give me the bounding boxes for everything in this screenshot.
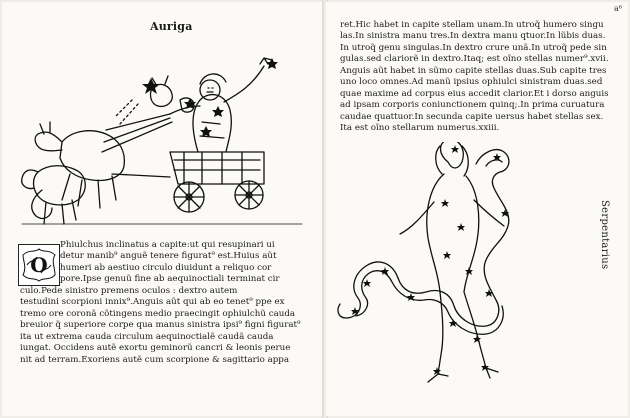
serpentarius-woodcut-illustration	[326, 142, 616, 412]
text-line: tremo ore coronã cõtingens medio praecingit ophiulchũ cauda	[20, 308, 296, 319]
text-line: ret.Hic habet in capite stellam unam.In utroq̃ humero singu	[340, 20, 604, 30]
initial-letter: O	[30, 253, 48, 277]
text-line: breuior q̃ superiore corpe qua manus sinistra ipsi⁹ figni figurat⁹	[20, 320, 301, 331]
text-line: testudini scorpioni innix⁹.Anguis aũt qui ab eo tenet⁹ ppe ex	[20, 297, 285, 308]
right-body-text	[340, 20, 620, 135]
left-page	[2, 2, 325, 416]
text-line: Anguis aũt habet in sũmo capite stellas duas.Sub capite tres	[340, 65, 607, 76]
text-line: culo.Pede sinistro premens oculos : dextro autem	[20, 285, 238, 296]
text-line: las.In sinistra manu tres.In dextra manu qtuor.In lũbis duas.	[340, 31, 606, 42]
left-body-text	[20, 240, 316, 366]
text-line: ita ut extrema cauda circulum aequinoctialẽ caudã cauda	[20, 331, 274, 342]
text-line: detur manib⁹ anguẽ tenere figurat⁹ est.Huius aũt	[60, 251, 277, 262]
auriga-woodcut-illustration	[2, 2, 324, 227]
side-title: Serpentarius	[599, 200, 610, 270]
text-line: Phiulchus inclinatus a capite:ut qui resupinari ui	[60, 240, 275, 250]
text-line: humeri ab aestiuo circulo diuidunt a reliquo cor	[60, 262, 272, 273]
folio-number: a⁶	[614, 4, 622, 13]
text-line: iungat. Occidens autẽ exortu geminorũ cancri & leonis perue	[20, 343, 291, 354]
text-line: gulas.sed clariorẽ in dextro.Itaq; est oĩno stellas numer⁹.xvii.	[340, 54, 609, 65]
text-line: uno loco omnes.Ad manũ ipsius ophiulci sinistram duas.sed	[340, 77, 603, 88]
text-line: caudae quattuor.In secunda capite uersus habet stellas sex.	[340, 111, 604, 122]
text-line: ad ipsam corporis coniunctionem quinq;.In prima curuatura	[340, 100, 605, 111]
text-line: quae maxime ad corpus eius accedit clarior.Et i dorso anguis	[340, 88, 609, 99]
text-line: In utroq̃ genu singulas.In dextro crure unã.In utroq̃ pede sin	[340, 42, 607, 53]
page-heading: Auriga	[150, 20, 193, 33]
text-line: nit ad terram.Exoriens autẽ cum scorpione & sagittario appa	[20, 354, 290, 365]
text-line: Ita est oĩno stellarum numerus.xxiii.	[340, 123, 500, 134]
text-line: pore.Ipse genuũ fine ab aequinoctiali terminat cir	[60, 274, 280, 285]
right-page	[326, 2, 628, 416]
